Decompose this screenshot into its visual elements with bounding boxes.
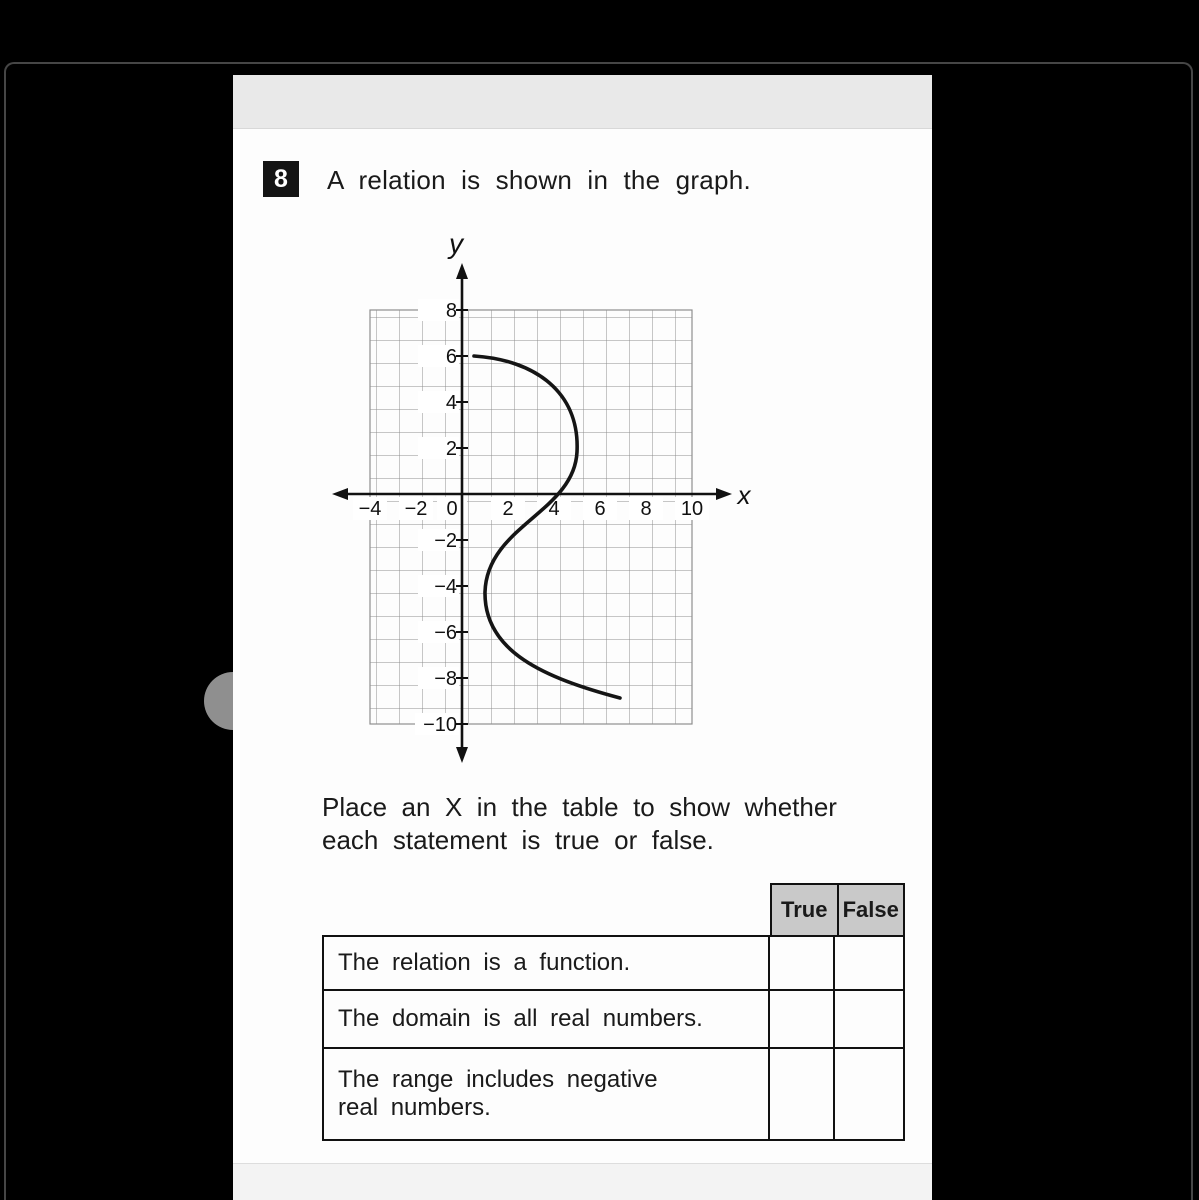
answer-cell-true-row2[interactable] bbox=[770, 991, 835, 1047]
answer-cell-false-row1[interactable] bbox=[835, 937, 903, 989]
x-axis-label: x bbox=[737, 480, 751, 510]
svg-text:2: 2 bbox=[502, 498, 514, 520]
statement-text: The range includes negative real numbers. bbox=[338, 1066, 658, 1121]
svg-text:0: 0 bbox=[446, 498, 458, 520]
x-axis-left-arrow bbox=[332, 488, 348, 500]
table-row bbox=[324, 1047, 903, 1139]
svg-text:4: 4 bbox=[548, 498, 560, 520]
svg-text:−8: −8 bbox=[434, 668, 457, 690]
worksheet-page bbox=[233, 75, 932, 1200]
answer-cell-true-row1[interactable] bbox=[770, 937, 835, 989]
svg-text:−2: −2 bbox=[434, 530, 457, 552]
statement-cell bbox=[324, 991, 770, 1047]
svg-text:8: 8 bbox=[640, 498, 652, 520]
x-axis-right-arrow bbox=[716, 488, 732, 500]
y-axis-label: y bbox=[449, 228, 463, 259]
svg-text:−6: −6 bbox=[434, 622, 457, 644]
page-top-margin bbox=[233, 75, 932, 129]
page-bottom-margin bbox=[233, 1163, 932, 1200]
svg-text:−4: −4 bbox=[358, 498, 382, 520]
question-row bbox=[263, 161, 917, 197]
svg-text:2: 2 bbox=[445, 438, 457, 460]
svg-text:−4: −4 bbox=[434, 576, 457, 598]
statement-cell bbox=[324, 1049, 770, 1139]
table-row bbox=[324, 989, 903, 1047]
answer-cell-false-row3[interactable] bbox=[835, 1049, 903, 1139]
statement-text: The domain is all real numbers. bbox=[338, 1005, 703, 1032]
svg-text:6: 6 bbox=[594, 498, 606, 520]
svg-text:−2: −2 bbox=[404, 498, 428, 520]
svg-text:10: 10 bbox=[680, 498, 704, 520]
column-header-true: True bbox=[772, 885, 839, 935]
question-prompt: A relation is shown in the graph. bbox=[327, 165, 751, 195]
table-header bbox=[770, 883, 905, 935]
svg-text:8: 8 bbox=[445, 300, 457, 322]
true-false-table bbox=[322, 883, 905, 1141]
answer-cell-true-row3[interactable] bbox=[770, 1049, 835, 1139]
statement-text: The relation is a function. bbox=[338, 949, 631, 976]
svg-text:4: 4 bbox=[445, 392, 457, 414]
answer-cell-false-row2[interactable] bbox=[835, 991, 903, 1047]
svg-text:6: 6 bbox=[445, 346, 457, 368]
table-row bbox=[324, 937, 903, 989]
statement-cell bbox=[324, 937, 770, 989]
relation-graph bbox=[330, 225, 770, 780]
svg-text:−10: −10 bbox=[423, 714, 457, 736]
instruction-text: Place an X in the table to show whether each statement is true or false. bbox=[322, 792, 837, 856]
y-axis-bottom-arrow bbox=[456, 747, 468, 763]
column-header-false: False bbox=[839, 885, 904, 935]
y-axis-top-arrow bbox=[456, 263, 468, 279]
question-number-badge: 8 bbox=[263, 161, 299, 197]
table-body bbox=[322, 935, 905, 1141]
